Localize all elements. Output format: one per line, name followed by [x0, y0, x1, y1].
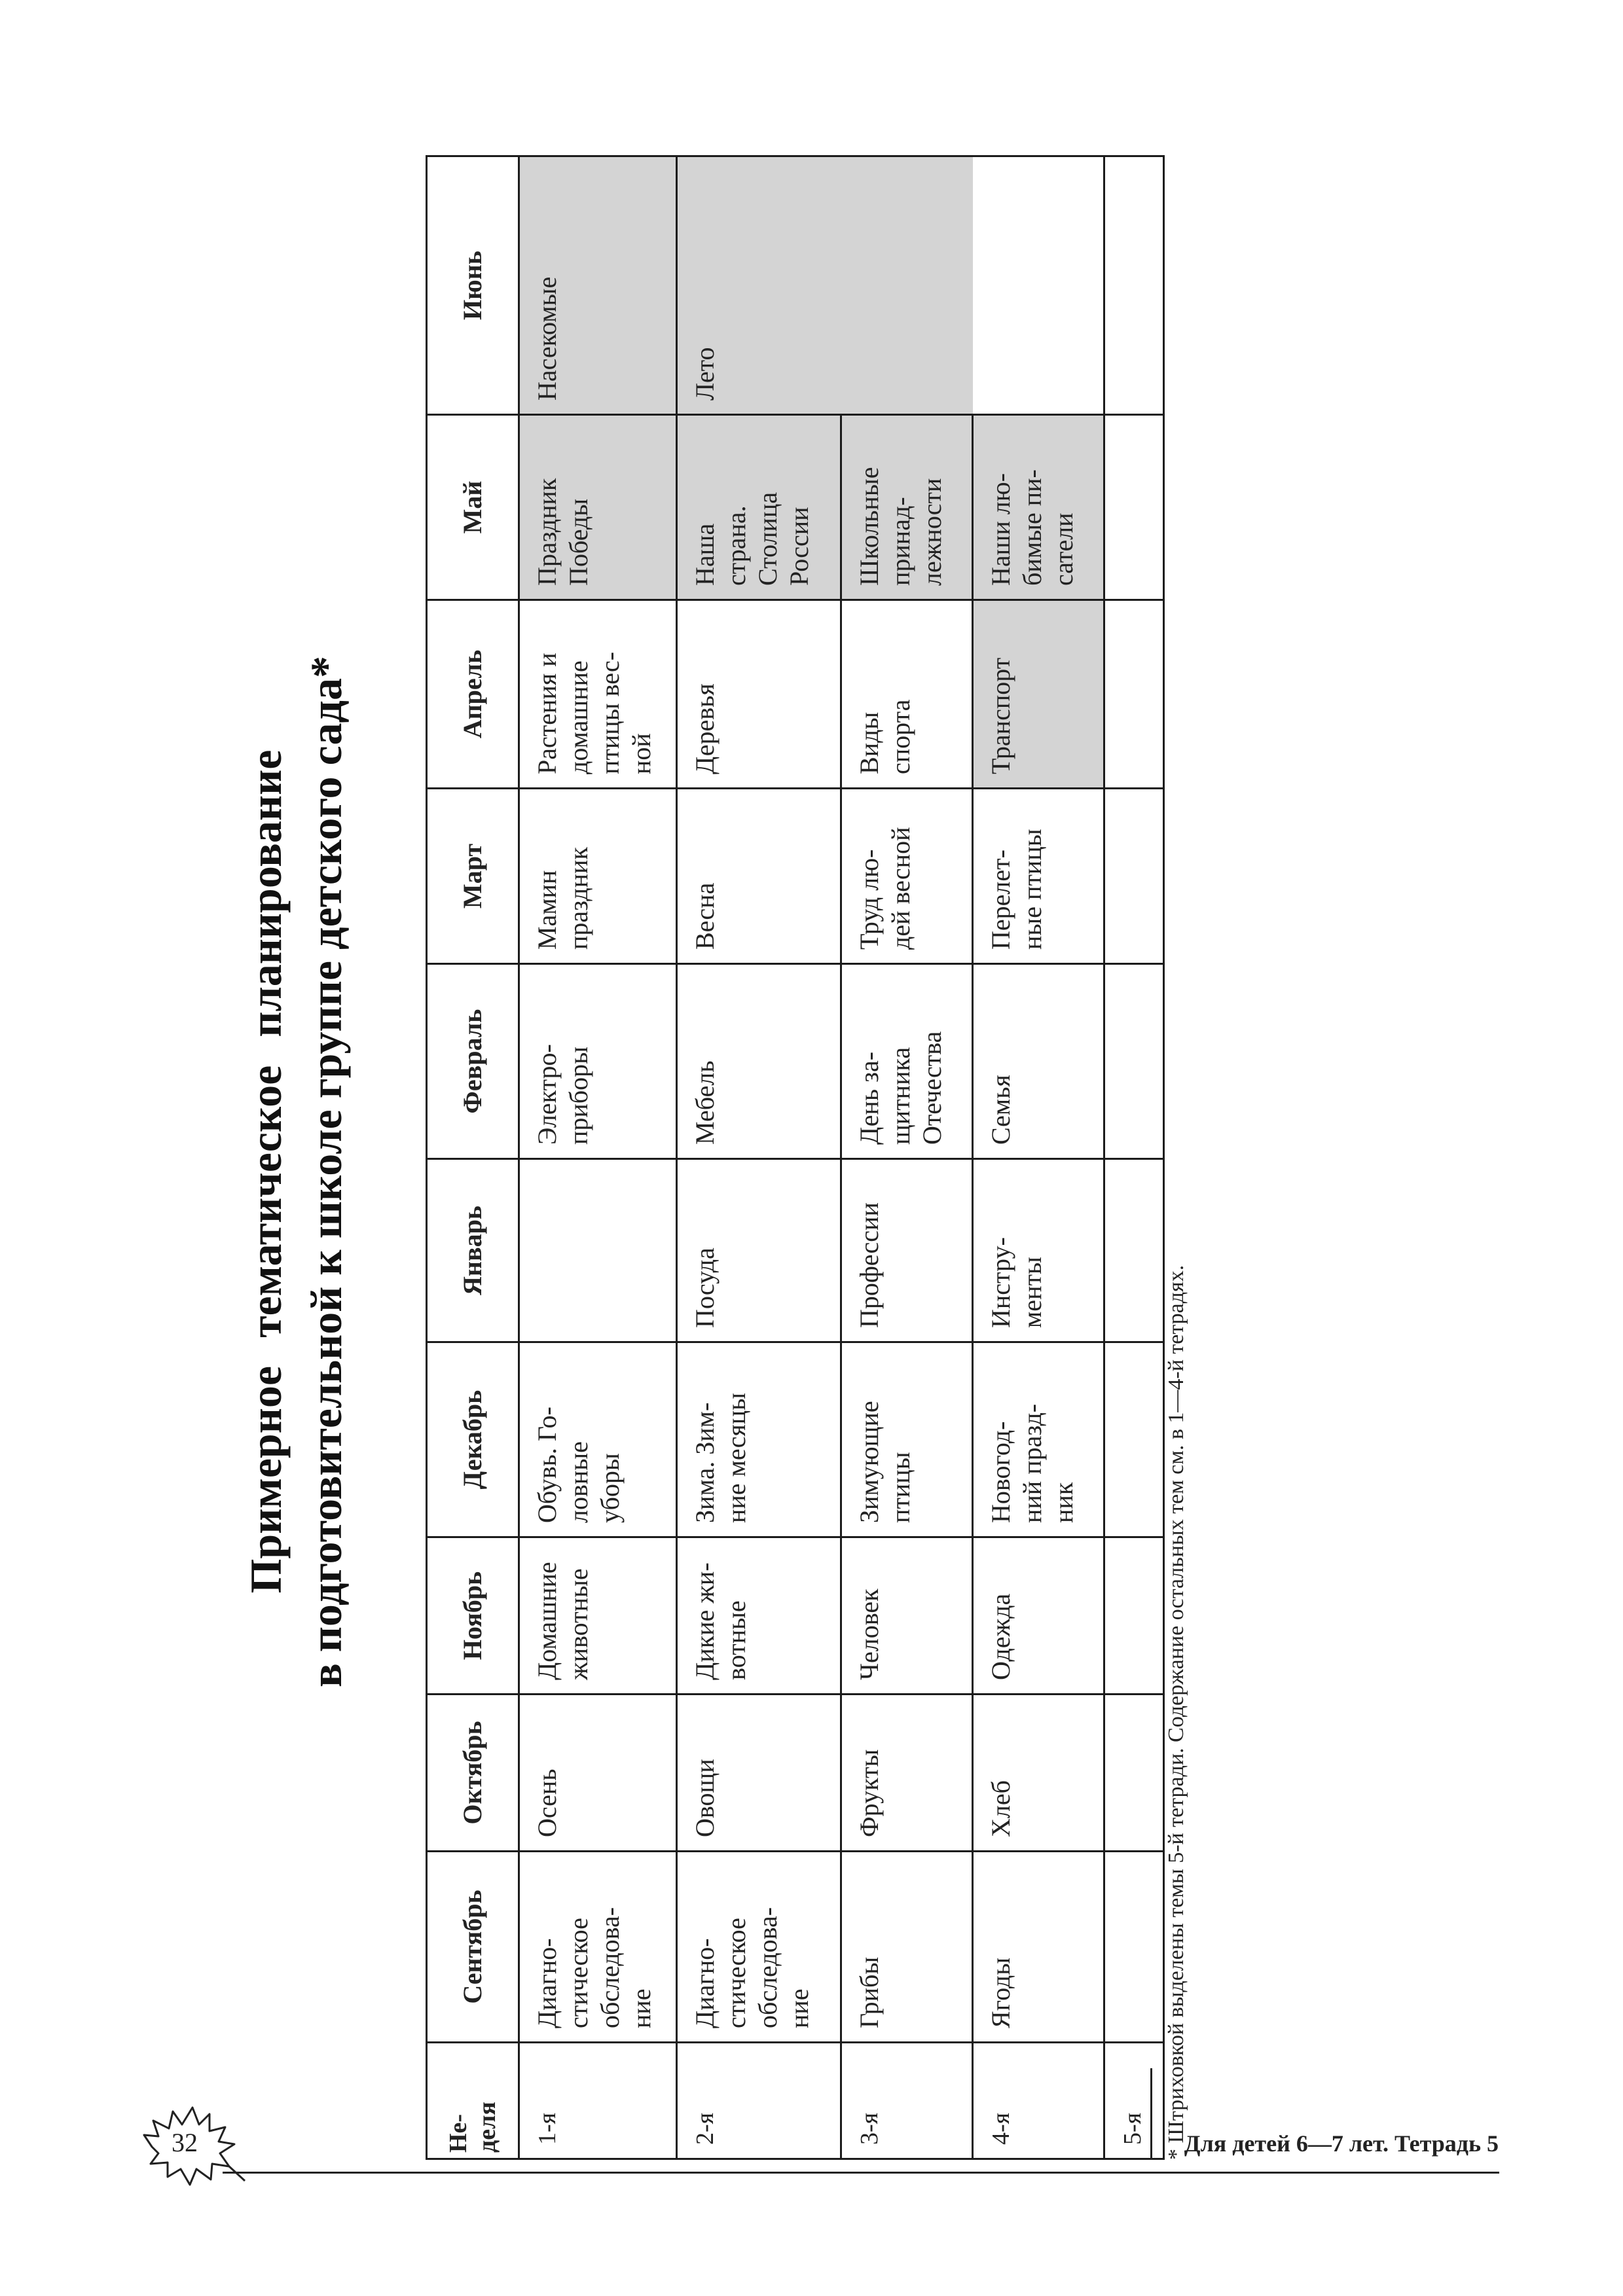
- topic-cell: Диагно- стическое обследова- ние: [677, 1852, 841, 2043]
- week-cell: 2-я: [677, 2043, 841, 2159]
- topic-cell: Новогод- ний празд- ник: [973, 1342, 1104, 1537]
- topic-cell: Человек: [841, 1537, 973, 1695]
- footer-divider: [223, 2172, 1499, 2174]
- topic-cell: Дикие жи- вотные: [677, 1537, 841, 1695]
- month-header: Апрель: [427, 600, 519, 789]
- topic-cell: Транспорт: [973, 600, 1104, 789]
- topic-cell: Школьные принад- лежности: [841, 415, 973, 600]
- topic-cell: Домашние животные: [519, 1537, 677, 1695]
- topic-cell: Деревья: [677, 600, 841, 789]
- topic-cell: [1104, 156, 1164, 415]
- month-header: Июнь: [427, 156, 519, 415]
- topic-cell: Ягоды: [973, 1852, 1104, 2043]
- topic-cell: [1104, 1852, 1164, 2043]
- topic-cell: Праздник Победы: [519, 415, 677, 600]
- title-line-2: в подготовительной к школе группе детского сада*: [301, 656, 351, 1687]
- topic-cell: Перелет- ные птицы: [973, 789, 1104, 964]
- table-row: [973, 156, 1104, 2159]
- thematic-plan-table: [426, 155, 1165, 2160]
- week-column-header: Не- деля: [427, 2043, 519, 2159]
- month-header: Сентябрь: [427, 1852, 519, 2043]
- title-line-1: Примерное тематическое планирование: [241, 749, 291, 1594]
- topic-cell: [841, 156, 973, 415]
- topic-cell: Профессии: [841, 1159, 973, 1342]
- topic-cell: Лето: [677, 156, 841, 415]
- table-row: [677, 156, 841, 2159]
- topic-cell: Мебель: [677, 964, 841, 1159]
- topic-cell: Фрукты: [841, 1695, 973, 1852]
- topic-cell: [1104, 415, 1164, 600]
- topic-cell: [1104, 600, 1164, 789]
- week-cell: 3-я: [841, 2043, 973, 2159]
- month-header: Декабрь: [427, 1342, 519, 1537]
- topic-cell: Наша страна. Столица России: [677, 415, 841, 600]
- topic-cell: Электро- приборы: [519, 964, 677, 1159]
- topic-cell: Зима. Зим- ние месяцы: [677, 1342, 841, 1537]
- page-number: 32: [172, 2128, 198, 2157]
- week-cell: 1-я: [519, 2043, 677, 2159]
- topic-cell: Одежда: [973, 1537, 1104, 1695]
- topic-cell: [1104, 1159, 1164, 1342]
- topic-cell: Семья: [973, 964, 1104, 1159]
- topic-cell: [1104, 1537, 1164, 1695]
- rotated-content: [236, 131, 1401, 2212]
- topic-cell: Насекомые: [519, 156, 677, 415]
- month-header: Март: [427, 789, 519, 964]
- month-header: Февраль: [427, 964, 519, 1159]
- month-header: Январь: [427, 1159, 519, 1342]
- footnote-divider: [1150, 2068, 1152, 2160]
- topic-cell: [1104, 1342, 1164, 1537]
- table-row: [519, 156, 677, 2159]
- topic-cell: [519, 1159, 677, 1342]
- table-header-row: [427, 156, 519, 2159]
- month-header: Май: [427, 415, 519, 600]
- topic-cell: Диагно- стическое обследова- ние: [519, 1852, 677, 2043]
- topic-cell: Хлеб: [973, 1695, 1104, 1852]
- topic-cell: Труд лю- дей весной: [841, 789, 973, 964]
- topic-cell: [1104, 1695, 1164, 1852]
- topic-cell: Грибы: [841, 1852, 973, 2043]
- running-footer-title: Для детей 6—7 лет. Тетрадь 5: [1184, 2130, 1499, 2157]
- topic-cell: Растения и домашние птицы вес- ной: [519, 600, 677, 789]
- topic-cell: Обувь. Го- ловные уборы: [519, 1342, 677, 1537]
- topic-cell: Зимующие птицы: [841, 1342, 973, 1537]
- table-row: [841, 156, 973, 2159]
- month-header: Октябрь: [427, 1695, 519, 1852]
- topic-cell: Наши лю- бимые пи- сатели: [973, 415, 1104, 600]
- topic-cell: [1104, 964, 1164, 1159]
- page-title: [236, 131, 356, 2212]
- page-number-badge: [139, 2101, 250, 2193]
- week-cell: 4-я: [973, 2043, 1104, 2159]
- topic-cell: Мамин праздник: [519, 789, 677, 964]
- topic-cell: Овощи: [677, 1695, 841, 1852]
- topic-cell: Инстру- менты: [973, 1159, 1104, 1342]
- topic-cell: День за- щитника Отечества: [841, 964, 973, 1159]
- topic-cell: Виды спорта: [841, 600, 973, 789]
- week-cell: 5-я: [1104, 2043, 1164, 2159]
- topic-cell: Осень: [519, 1695, 677, 1852]
- topic-cell: [1104, 789, 1164, 964]
- topic-cell: [973, 156, 1104, 415]
- table-row: [1104, 156, 1164, 2159]
- month-header: Ноябрь: [427, 1537, 519, 1695]
- topic-cell: Весна: [677, 789, 841, 964]
- topic-cell: Посуда: [677, 1159, 841, 1342]
- footnote: * Штриховкой выделены темы 5-й тетради. Содержание остальных тем см. в 1—4-й тетрадях.: [1164, 1265, 1188, 2160]
